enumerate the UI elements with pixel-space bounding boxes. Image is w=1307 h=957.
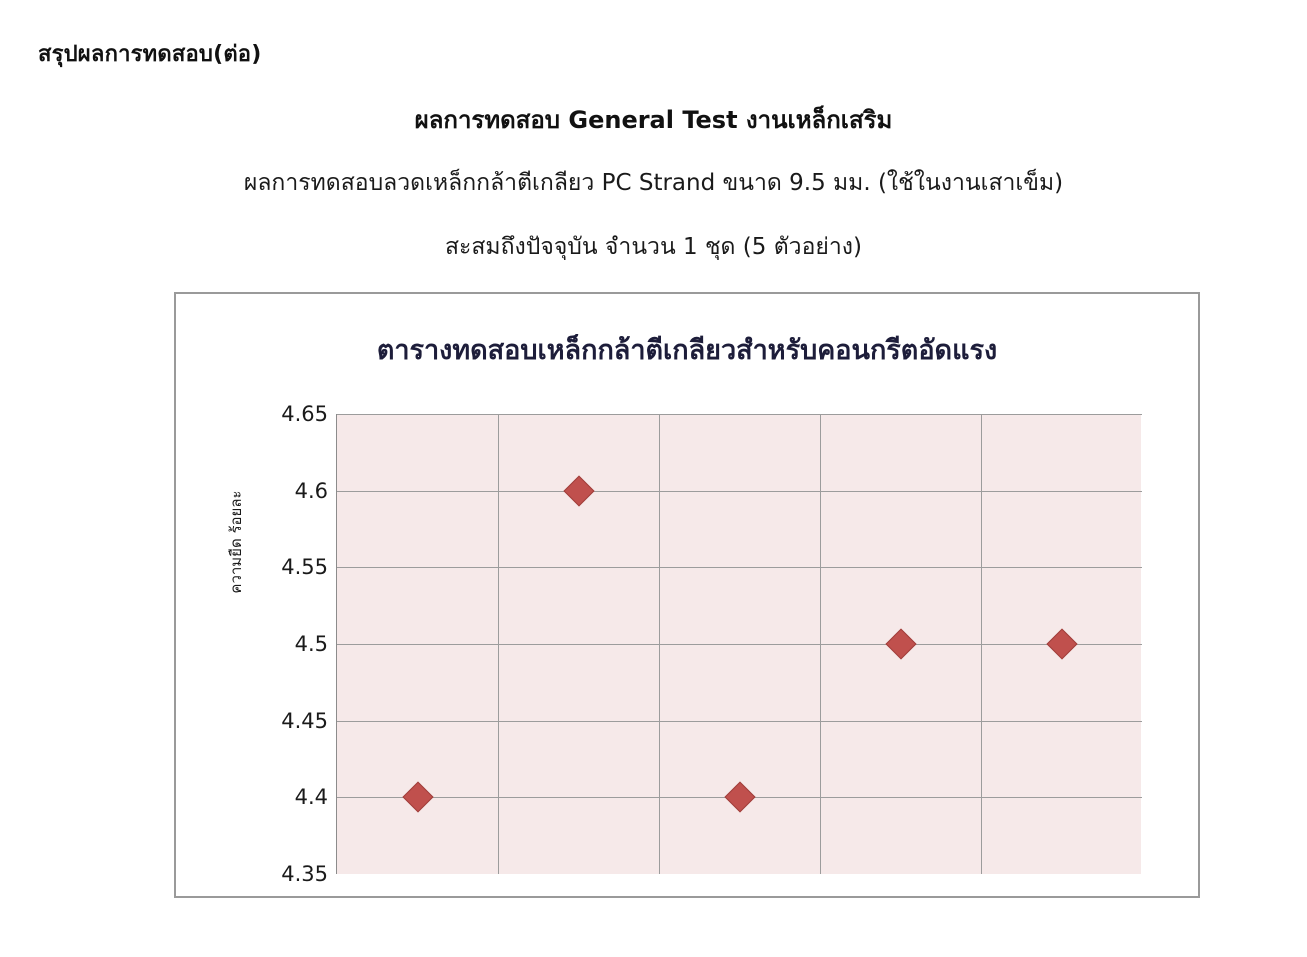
page-title: สรุปผลการทดสอบ(ต่อ) [38,42,262,67]
data-point-marker [724,782,755,813]
gridline-vertical [981,414,982,874]
y-axis-tick-label: 4.5 [294,632,328,656]
chart-title: ตารางทดสอบเหล็กกล้าตีเกลียวสำหรับคอนกรีตอัดแรง [376,335,998,366]
plot-area [336,414,1141,874]
y-axis-tick-label: 4.4 [294,785,328,810]
gridline-horizontal [337,414,1142,415]
slide-title-block [0,100,1307,265]
gridline-horizontal [337,644,1142,645]
data-point-marker [885,628,916,659]
plot-wrapper [281,402,1141,886]
y-axis-tick-label: 4.6 [294,478,328,503]
chart-container [174,292,1200,898]
y-axis-tick-label: 4.45 [281,708,328,733]
gridline-horizontal [337,721,1142,722]
gridline-vertical [498,414,499,874]
gridline-horizontal [337,567,1142,568]
data-point-marker [1046,628,1077,659]
y-axis-ticks [248,402,328,886]
gridline-vertical [820,414,821,874]
y-axis-tick-label: 4.55 [281,555,328,580]
y-axis-label: ความยืด ร้อยละ [227,490,245,594]
data-point-marker [563,475,594,506]
y-axis-tick-label: 4.35 [281,862,328,886]
y-axis-tick-label: 4.65 [281,402,328,426]
data-point-marker [402,782,433,813]
slide-subtitle-3: สะสมถึงปัจจุบัน จำนวน 1 ชุด (5 ตัวอย่าง) [445,234,862,260]
gridline-vertical [659,414,660,874]
gridline-horizontal [337,491,1142,492]
slide-subtitle-1: ผลการทดสอบ General Test งานเหล็กเสริม [414,106,893,134]
slide-subtitle-2: ผลการทดสอบลวดเหล็กกล้าตีเกลียว PC Strand ขนาด 9.5 มม. (ใช้ในงานเสาเข็ม) [243,170,1064,196]
